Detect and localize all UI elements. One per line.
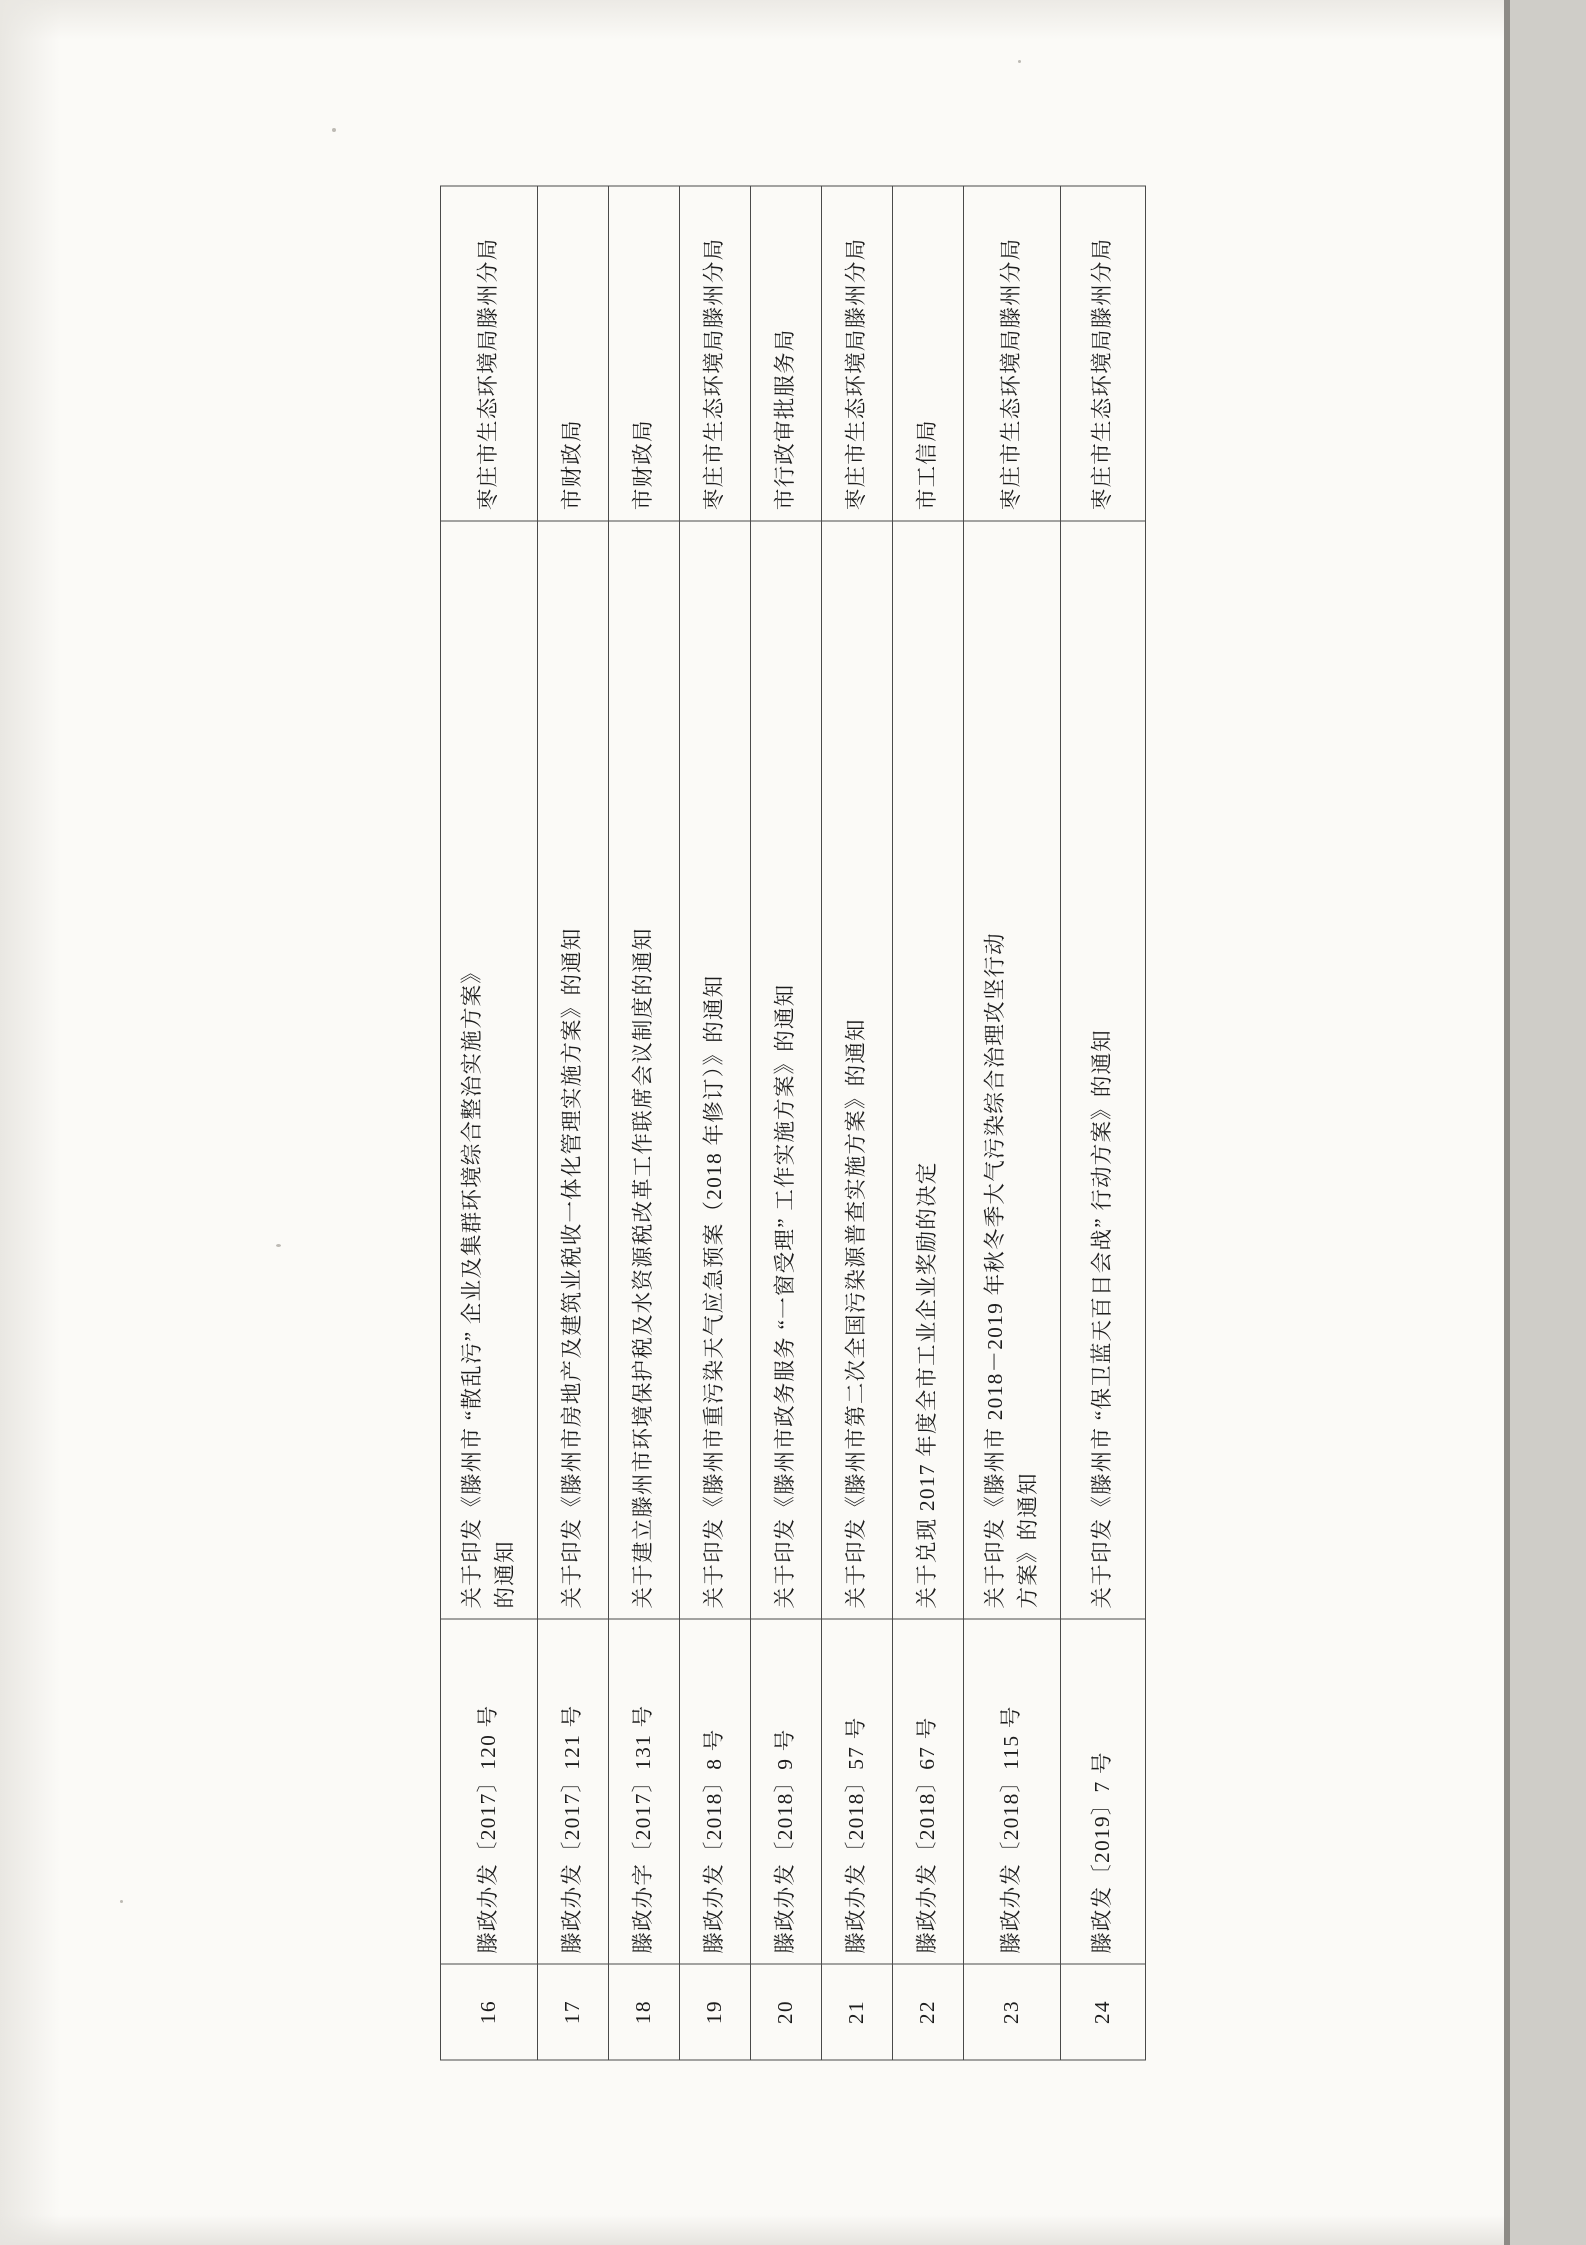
table-row bbox=[538, 186, 609, 2060]
responsible-department: 枣庄市生态环境局滕州分局 bbox=[1061, 186, 1146, 521]
scan-shadow-top bbox=[0, 0, 1586, 40]
responsible-department: 市行政审批服务局 bbox=[751, 186, 822, 521]
document-title-line: 关于印发《滕州市第二次全国污染源普查实施方案》的通知 bbox=[844, 1017, 869, 1608]
document-title-line: 关于印发《滕州市 “保卫蓝天百日会战” 行动方案》的通知 bbox=[1090, 1028, 1115, 1608]
responsible-department: 枣庄市生态环境局滕州分局 bbox=[822, 186, 893, 521]
table-row bbox=[751, 186, 822, 2060]
scan-page-edge bbox=[1510, 0, 1586, 2245]
document-title-line: 关于印发《滕州市 “散乱污” 企业及集群环境综合整治实施方案》 bbox=[459, 960, 484, 1608]
table-row bbox=[893, 186, 964, 2060]
responsible-department: 枣庄市生态环境局滕州分局 bbox=[441, 186, 538, 521]
scan-speck bbox=[276, 1244, 281, 1247]
document-title bbox=[893, 520, 964, 1618]
document-title bbox=[751, 520, 822, 1618]
row-number: 18 bbox=[609, 1964, 680, 2060]
document-code: 滕政办字〔2017〕131 号 bbox=[609, 1618, 680, 1963]
policy-document-table bbox=[440, 185, 1146, 2060]
document-title bbox=[441, 520, 538, 1618]
document-code: 滕政办发〔2018〕8 号 bbox=[680, 1618, 751, 1963]
document-code: 滕政办发〔2018〕9 号 bbox=[751, 1618, 822, 1963]
document-title-line: 方案》的通知 bbox=[1016, 1471, 1040, 1608]
responsible-department: 市财政局 bbox=[538, 186, 609, 521]
row-number: 16 bbox=[441, 1964, 538, 2060]
document-title bbox=[680, 520, 751, 1618]
document-title bbox=[1061, 520, 1146, 1618]
document-title-line: 关于印发《滕州市房地产及建筑业税收一体化管理实施方案》的通知 bbox=[560, 926, 585, 1608]
scan-speck bbox=[1018, 60, 1021, 63]
document-code: 滕政办发〔2017〕120 号 bbox=[441, 1618, 538, 1963]
document-code: 滕政办发〔2018〕115 号 bbox=[964, 1618, 1061, 1963]
document-title-line: 关于兑现 2017 年度全市工业企业奖励的决定 bbox=[915, 1161, 940, 1608]
document-title bbox=[964, 520, 1061, 1618]
responsible-department: 市财政局 bbox=[609, 186, 680, 521]
row-number: 22 bbox=[893, 1964, 964, 2060]
document-title-line: 关于印发《滕州市政务服务 “一窗受理” 工作实施方案》的通知 bbox=[773, 983, 798, 1608]
scan-speck bbox=[120, 1900, 123, 1903]
document-table-container bbox=[440, 185, 1146, 2060]
row-number: 21 bbox=[822, 1964, 893, 2060]
row-number: 17 bbox=[538, 1964, 609, 2060]
scan-speck bbox=[332, 128, 336, 132]
row-number: 23 bbox=[964, 1964, 1061, 2060]
table-row bbox=[964, 186, 1061, 2060]
document-title-line: 关于建立滕州市环境保护税及水资源税改革工作联席会议制度的通知 bbox=[631, 926, 656, 1608]
table-row bbox=[441, 186, 538, 2060]
scan-shadow-bottom bbox=[0, 2215, 1586, 2245]
row-number: 19 bbox=[680, 1964, 751, 2060]
table-row bbox=[822, 186, 893, 2060]
table-row bbox=[1061, 186, 1146, 2060]
document-code: 滕政办发〔2018〕67 号 bbox=[893, 1618, 964, 1963]
document-title bbox=[822, 520, 893, 1618]
document-title-line: 关于印发《滕州市重污染天气应急预案（2018 年修订）》的通知 bbox=[702, 974, 727, 1608]
document-code: 滕政发〔2019〕7 号 bbox=[1061, 1618, 1146, 1963]
responsible-department: 枣庄市生态环境局滕州分局 bbox=[964, 186, 1061, 521]
responsible-department: 市工信局 bbox=[893, 186, 964, 521]
scan-shadow-left bbox=[0, 0, 60, 2245]
document-code: 滕政办发〔2018〕57 号 bbox=[822, 1618, 893, 1963]
table-row bbox=[680, 186, 751, 2060]
document-title bbox=[609, 520, 680, 1618]
responsible-department: 枣庄市生态环境局滕州分局 bbox=[680, 186, 751, 521]
table-row bbox=[609, 186, 680, 2060]
document-title-line: 的通知 bbox=[493, 1539, 517, 1608]
document-code: 滕政办发〔2017〕121 号 bbox=[538, 1618, 609, 1963]
row-number: 24 bbox=[1061, 1964, 1146, 2060]
row-number: 20 bbox=[751, 1964, 822, 2060]
document-title-line: 关于印发《滕州市 2018－2019 年秋冬季大气污染综合治理攻坚行动 bbox=[982, 931, 1007, 1608]
document-title bbox=[538, 520, 609, 1618]
